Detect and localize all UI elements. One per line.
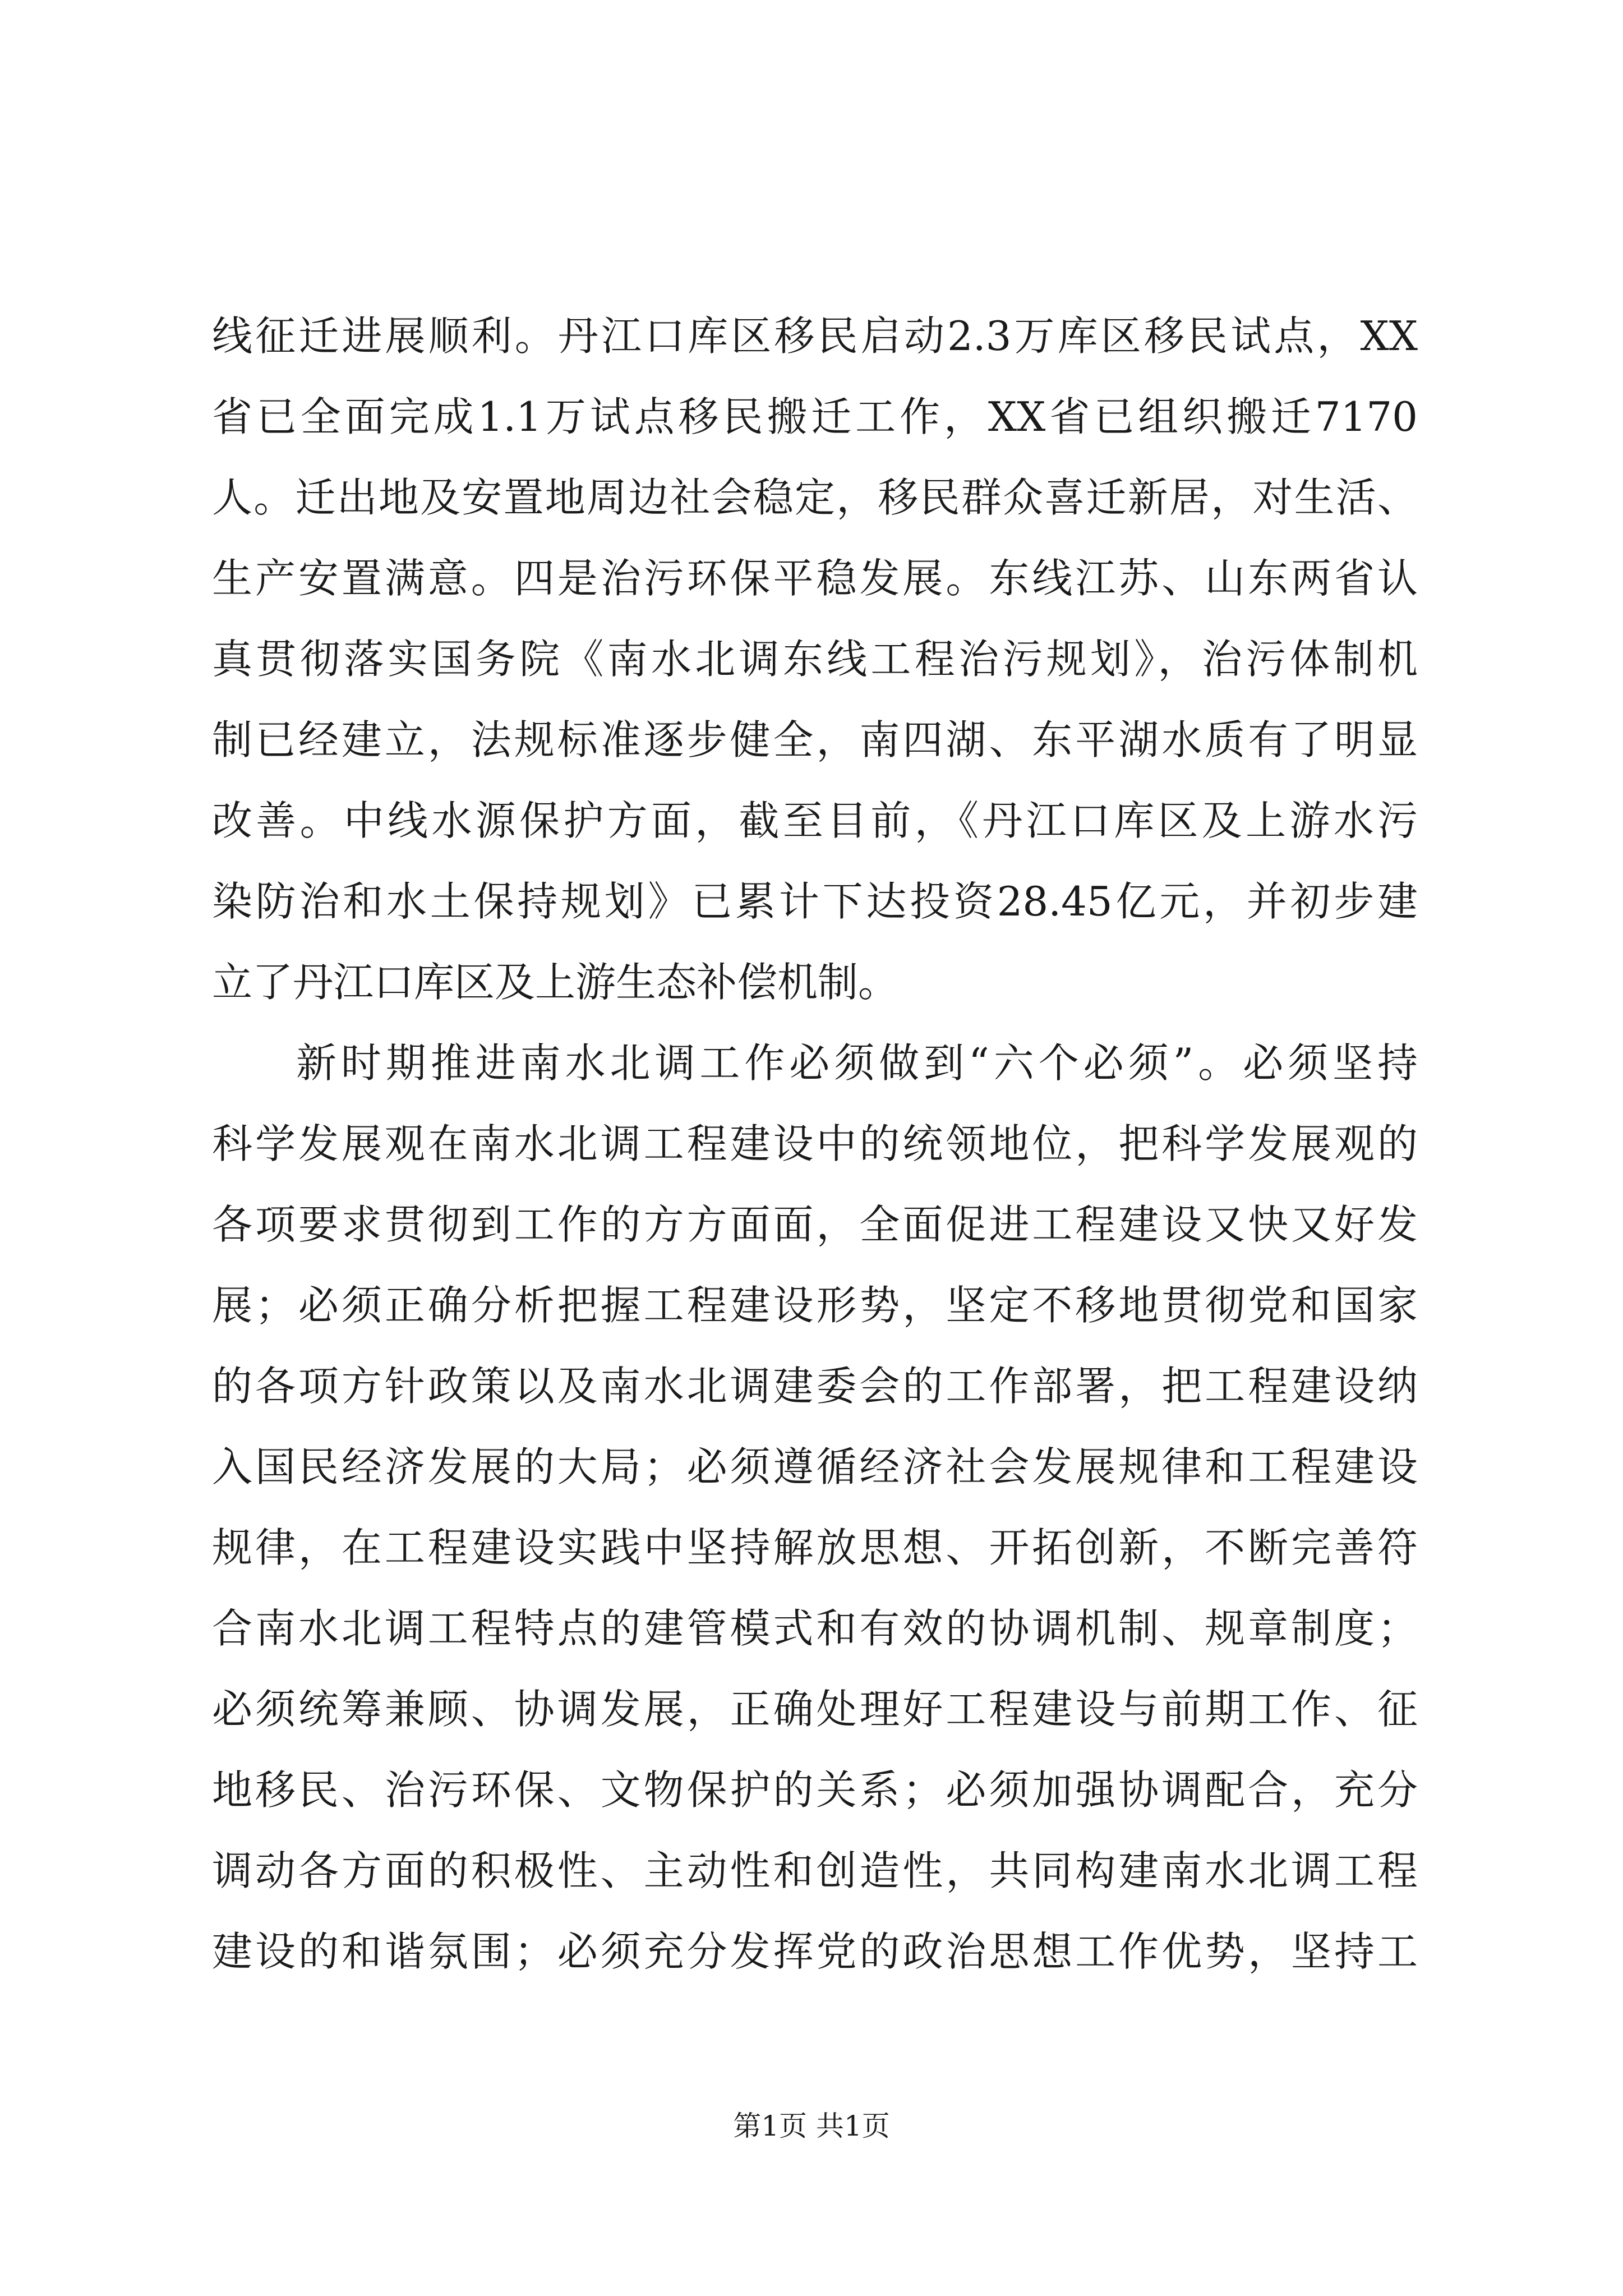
text-line: 调动各方面的积极性、主动性和创造性，共同构建南水北调工程	[212, 1847, 1418, 1894]
text-line: 染防治和水土保持规划》已累计下达投资28.45亿元，并初步建	[212, 878, 1418, 925]
text-line: 改善。中线水源保护方面，截至目前，《丹江口库区及上游水污	[212, 797, 1418, 844]
paragraph	[212, 1023, 1418, 1992]
text-line: 科学发展观在南水北调工程建设中的统领地位，把科学发展观的	[212, 1120, 1418, 1167]
text-line: 人。迁出地及安置地周边社会稳定，移民群众喜迁新居，对生活、	[212, 474, 1418, 521]
text-line: 各项要求贯彻到工作的方方面面，全面促进工程建设又快又好发	[212, 1201, 1418, 1248]
text-line: 建设的和谐氛围；必须充分发挥党的政治思想工作优势，坚持工	[212, 1928, 1418, 1975]
body-text	[212, 296, 1418, 1992]
text-line: 入国民经济发展的大局；必须遵循经济社会发展规律和工程建设	[212, 1443, 1418, 1490]
text-line: 地移民、治污环保、文物保护的关系；必须加强协调配合，充分	[212, 1766, 1418, 1814]
text-line: 新时期推进南水北调工作必须做到“六个必须”。必须坚持	[296, 1039, 1418, 1087]
text-line: 制已经建立，法规标准逐步健全，南四湖、东平湖水质有了明显	[212, 716, 1418, 763]
text-line: 合南水北调工程特点的建管模式和有效的协调机制、规章制度；	[212, 1605, 1418, 1652]
paragraph	[212, 296, 1418, 1023]
text-line: 的各项方针政策以及南水北调建委会的工作部署，把工程建设纳	[212, 1363, 1418, 1410]
text-line: 省已全面完成1.1万试点移民搬迁工作，XX省已组织搬迁7170	[212, 393, 1418, 440]
text-line: 生产安置满意。四是治污环保平稳发展。东线江苏、山东两省认	[212, 555, 1418, 602]
text-line: 必须统筹兼顾、协调发展，正确处理好工程建设与前期工作、征	[212, 1686, 1418, 1733]
text-line: 规律，在工程建设实践中坚持解放思想、开拓创新，不断完善符	[212, 1524, 1418, 1571]
text-line: 线征迁进展顺利。丹江口库区移民启动2.3万库区移民试点，XX	[212, 312, 1418, 360]
text-line: 真贯彻落实国务院《南水北调东线工程治污规划》，治污体制机	[212, 636, 1418, 683]
text-line: 立了丹江口库区及上游生态补偿机制。	[212, 959, 899, 1006]
text-line: 展；必须正确分析把握工程建设形势，坚定不移地贯彻党和国家	[212, 1282, 1418, 1329]
page-footer: 第1页 共1页	[733, 2110, 890, 2142]
